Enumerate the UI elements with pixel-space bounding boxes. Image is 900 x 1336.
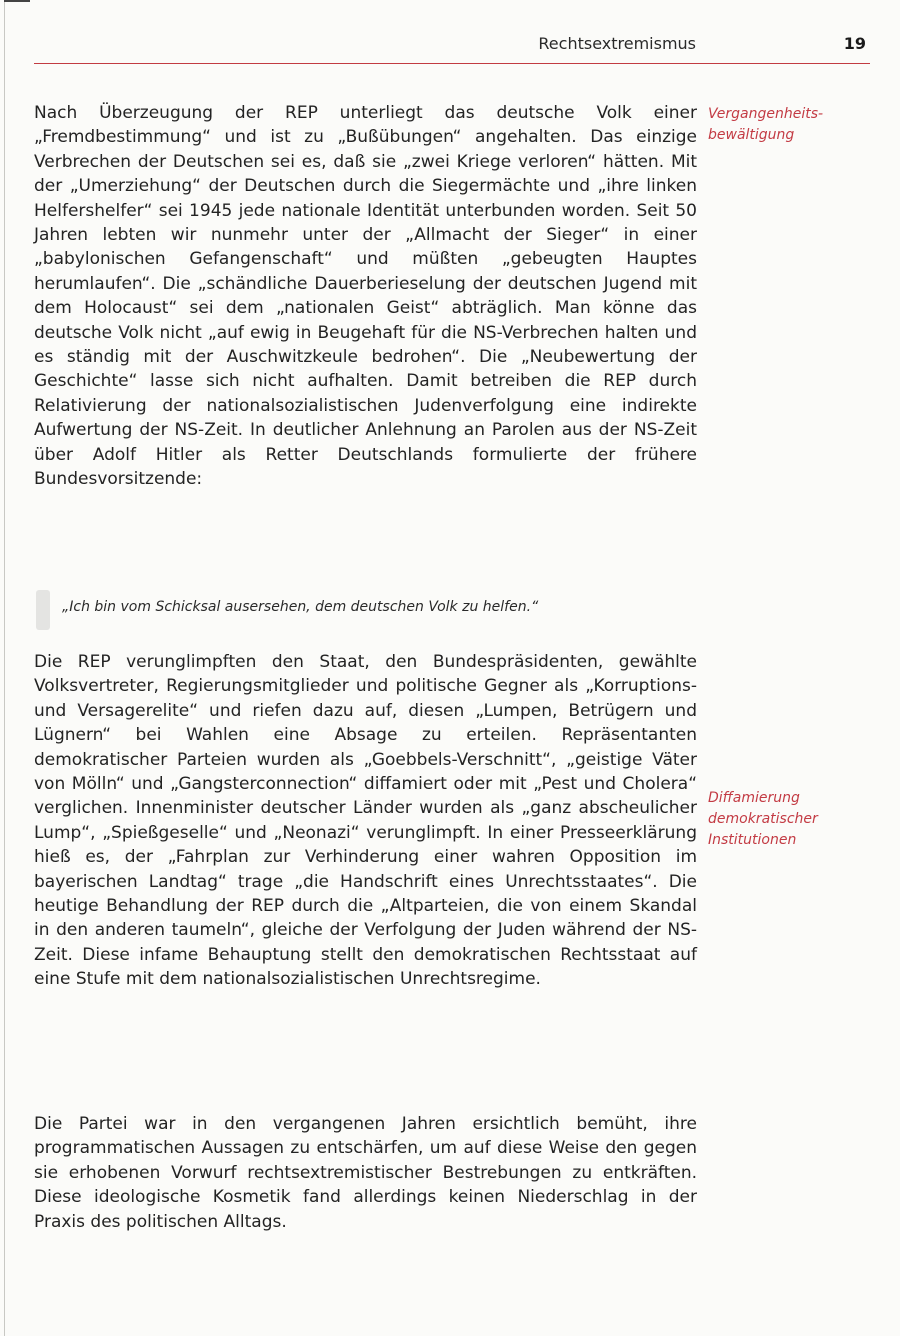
header-rule [34, 63, 870, 64]
paragraph-vergangenheit: Nach Überzeugung der REP unterliegt das deutsche Volk einer „Fremdbestimmung“ und ist zu „Bußübungen“ angehalten. Das einzige Verbrechen der Deutschen sei es, daß sie „zwei Kriege verloren“ hätten. Mit der „Umerziehung“ der Deutschen durch die Siegermächte und „ihre linken Helfershelfer“ sei 1945 jede nationale Identität unterbunden worden. Seit 50 Jahren lebten wir nunmehr unter der „Allmacht der Sieger“ in einer „babylonischen Gefangenschaft“ und müßten „gebeugten Hauptes herumlaufen“. Die „schändliche Dauerberieselung der deutschen Jugend mit dem Holocaust“ sei dem „nationalen Geist“ abträglich. Man könne das deutsche Volk nicht „auf ewig in Beugehaft für die NS-Verbrechen halten und es ständig mit der Auschwitzkeule bedrohen“. Die „Neubewertung der Geschichte“ lasse sich nicht aufhalten. Damit betreiben die REP durch Relativierung der nationalsozialistischen Judenverfolgung eine indirekte Aufwertung der NS-Zeit. In deutlicher Anlehnung an Parolen aus der NS-Zeit über Adolf Hitler als Retter Deutschlands formulierte der frühere Bundesvorsitzende: [34, 103, 697, 490]
margin-note-line: Diffamierung [708, 790, 800, 806]
margin-note-line: bewältigung [708, 127, 795, 143]
quote-shade [36, 590, 50, 630]
margin-note-line: Institutionen [708, 832, 797, 848]
paragraph-diffamierung: Die REP verunglimpften den Staat, den Bundespräsidenten, gewählte Volksvertreter, Regierungsmitglieder und politische Gegner als „Korruptions- und Versagerelite“ und riefen dazu auf, diesen „Lumpen, Betrügern und Lügnern“ bei Wahlen eine Absage zu erteilen. Repräsentanten demokratischer Parteien wurden als „Goebbels-Verschnitt“, „geistige Väter von Mölln“ und „Gangsterconnection“ diffamiert oder mit „Pest und Cholera“ verglichen. Innenminister deutscher Länder wurden als „ganz abscheulicher Lump“, „Spießgeselle“ und „Neonazi“ verunglimpft. In einer Presseerklärung hieß es, der „Fahrplan zur Verhinderung einer wahren Opposition im bayerischen Landtag“ trage „die Handschrift eines Unrechtsstaates“. Die heutige Behandlung der REP durch die „Altparteien, die von einem Skandal in den anderen taumeln“, gleiche der Verfolgung der Juden während der NS-Zeit. Diese infame Behauptung stellt den demokratischen Rechtsstaat auf eine Stufe mit dem nationalsozialistischen Unrechtsregime. [34, 652, 697, 990]
hitler-quote: „Ich bin vom Schicksal ausersehen, dem deutschen Volk zu helfen.“ [62, 599, 539, 615]
margin-note-line: Vergangenheits- [708, 106, 824, 122]
crop-mark [4, 0, 30, 2]
margin-note-diffamierung [708, 788, 878, 851]
page-edge-line [4, 0, 5, 1336]
paragraph-kosmetik: Die Partei war in den vergangenen Jahren ersichtlich bemüht, ihre programmatischen Aussagen zu entschärfen, um auf diese Weise den gegen sie erhobenen Vorwurf rechtsextremistischer Bestrebungen zu entkräften. Diese ideologische Kosmetik fand allerdings keinen Niederschlag in der Praxis des politischen Alltags. [34, 1114, 697, 1232]
margin-note-line: demokratischer [708, 811, 818, 827]
margin-note-vergangenheit [708, 104, 878, 146]
page-number: 19 [843, 34, 866, 53]
running-head: Rechtsextremismus [538, 34, 696, 53]
